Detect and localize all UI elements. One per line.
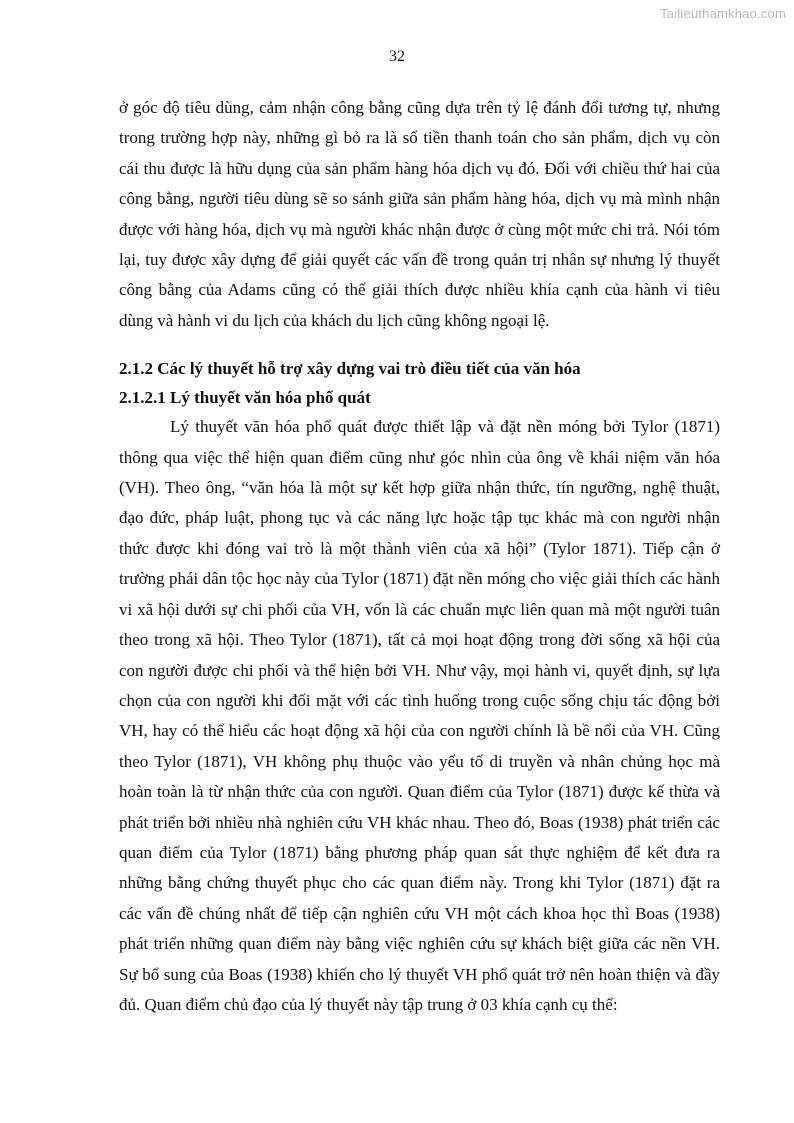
page-number: 32	[389, 48, 405, 65]
subsection-heading: 2.1.2.1 Lý thuyết văn hóa phổ quát	[119, 388, 371, 408]
paragraph-universal-culture-theory: Lý thuyết văn hóa phổ quát được thiết lập và đặt nền móng bởi Tylor (1871) thông qua việc thể hiện quan điểm cũng như góc nhìn của ông về khái niệm văn hóa (VH). Theo ông, “văn hóa là một sự kết hợp giữa nhận thức, tín ngưỡng, nghệ thuật, đạo đức, pháp luật, phong tục và các năng lực hoặc tập tục khác mà con người nhận thức được khi đóng vai trò là một thành viên của xã hội” (Tylor 1871). Tiếp cận ở trường phái dân tộc học này của Tylor (1871) đặt nền móng cho việc giải thích các hành vi xã hội dưới sự chi phối của VH, vốn là các chuẩn mực liên quan mà một người tuân theo trong xã hội. Theo Tylor (1871), tất cả mọi hoạt động trong đời sống xã hội của con người được chi phối và thể hiện bởi VH. Như vậy, mọi hành vi, quyết định, sự lựa chọn của con người khi đối mặt với các tình huống trong cuộc sống chịu tác động bởi VH, hay có thể hiểu các hoạt động xã hội của con người chính là bề nổi của VH. Cũng theo Tylor (1871), VH không phụ thuộc vào yếu tố di truyền và nhân chủng học mà hoàn toàn là từ nhận thức của con người. Quan điểm của Tylor (1871) được kế thừa và phát triển bởi nhiều nhà nghiên cứu VH khác nhau. Theo đó, Boas (1938) phát triển các quan điểm của Tylor (1871) bằng phương pháp quan sát thực nghiệm để kết đưa ra những bằng chứng thuyết phục cho các quan điểm này. Trong khi Tylor (1871) đặt ra các vấn đề chúng nhất để tiếp cận nghiên cứu VH một cách khoa học thì Boas (1938) phát triển những quan điểm này bằng việc nghiên cứu sự khách biệt giữa các nền VH. Sự bổ sung của Boas (1938) khiến cho lý thuyết VH phổ quát trở nên hoàn thiện và đầy đủ. Quan điểm chủ đạo của lý thuyết này tập trung ở 03 khía cạnh cụ thể:	[119, 417, 720, 1014]
watermark: Tailieuthamkhao.com	[660, 6, 786, 21]
section-heading: 2.1.2 Các lý thuyết hỗ trợ xây dựng vai trò điều tiết của văn hóa	[119, 359, 581, 379]
paragraph-equity-theory: ở góc độ tiêu dùng, cảm nhận công bằng cũng dựa trên tỷ lệ đánh đổi tương tự, nhưng trong trường hợp này, những gì bỏ ra là số tiền thanh toán cho sản phẩm, dịch vụ còn cái thu được là hữu dụng của sản phẩm hàng hóa dịch vụ đó. Đối với chiều thứ hai của công bằng, người tiêu dùng sẽ so sánh giữa sản phẩm hàng hóa, dịch vụ mà mình nhận được với hàng hóa, dịch vụ mà người khác nhận được ở cùng một mức chi trả. Nói tóm lại, tuy được xây dựng để giải quyết các vấn đề trong quản trị nhân sự nhưng lý thuyết công bằng của Adams cũng có thể giải thích được nhiều khía cạnh của hành vi tiêu dùng và hành vi du lịch của khách du lịch cũng không ngoại lệ.	[119, 98, 720, 330]
document-body	[119, 93, 720, 1020]
